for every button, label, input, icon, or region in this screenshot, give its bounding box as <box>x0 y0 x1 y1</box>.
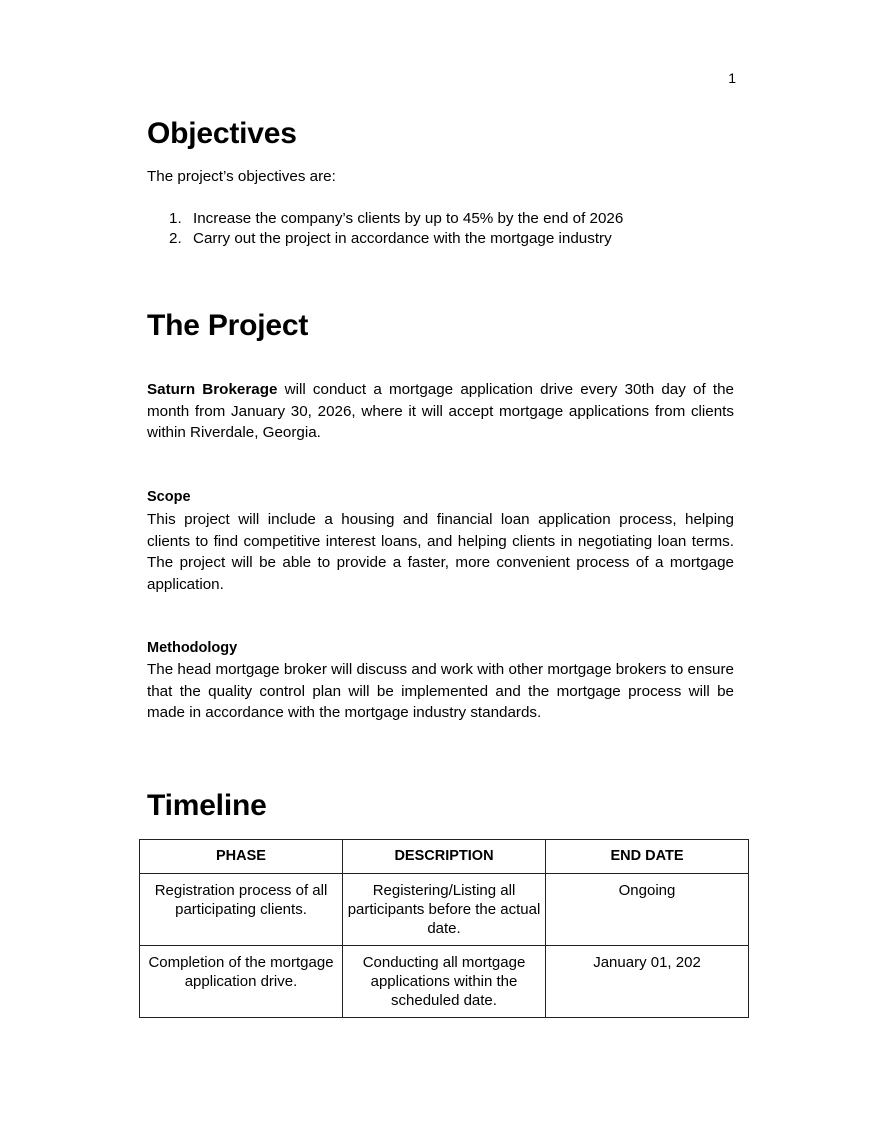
project-heading: The Project <box>147 309 309 342</box>
list-item-number: 1. <box>169 210 182 227</box>
column-header-end-date: END DATE <box>546 840 749 874</box>
list-item <box>169 209 623 229</box>
table-header-row <box>140 840 749 874</box>
objectives-intro: The project’s objectives are: <box>147 168 336 185</box>
phase-cell: Completion of the mortgage application drive. <box>140 946 343 1018</box>
table-row <box>140 946 749 1018</box>
description-cell: Registering/Listing all participants before the actual date. <box>343 874 546 946</box>
description-cell: Conducting all mortgage applications within the scheduled date. <box>343 946 546 1018</box>
end-date-cell: Ongoing <box>546 874 749 946</box>
scope-heading: Scope <box>147 489 191 505</box>
list-item-text: Increase the company’s clients by up to 45% by the end of 2026 <box>193 210 624 227</box>
project-intro-text: will conduct a mortgage application drive every 30th day of the month from January 30, 2026, where it will accept mortgage applications from clients within Riverdale, Georgia. <box>147 381 734 441</box>
column-header-description: DESCRIPTION <box>343 840 546 874</box>
methodology-text: The head mortgage broker will discuss and work with other mortgage brokers to ensure that the quality control plan will be implemented and the mortgage process will be made in accordance with the mortgage industry standards. <box>147 661 734 721</box>
list-item <box>169 229 623 249</box>
timeline-table <box>139 839 749 1018</box>
objectives-list <box>169 209 623 248</box>
company-name: Saturn Brokerage <box>147 381 278 398</box>
table-row <box>140 874 749 946</box>
scope-text: This project will include a housing and financial loan application process, helping clients to find competitive interest loans, and helping clients in negotiating loan terms. The project will be able to provide a faster, more convenient process of a mortgage application. <box>147 511 734 593</box>
timeline-heading: Timeline <box>147 789 267 822</box>
page-number: 1 <box>728 70 736 86</box>
methodology-heading: Methodology <box>147 640 238 656</box>
phase-cell: Registration process of all participating clients. <box>140 874 343 946</box>
project-intro <box>147 379 734 444</box>
list-item-number: 2. <box>169 229 182 247</box>
end-date-cell: January 01, 202 <box>546 946 749 1018</box>
column-header-phase: PHASE <box>140 840 343 874</box>
list-item-text: Carry out the project in accordance with the mortgage industry <box>193 229 612 247</box>
objectives-heading: Objectives <box>147 117 297 150</box>
